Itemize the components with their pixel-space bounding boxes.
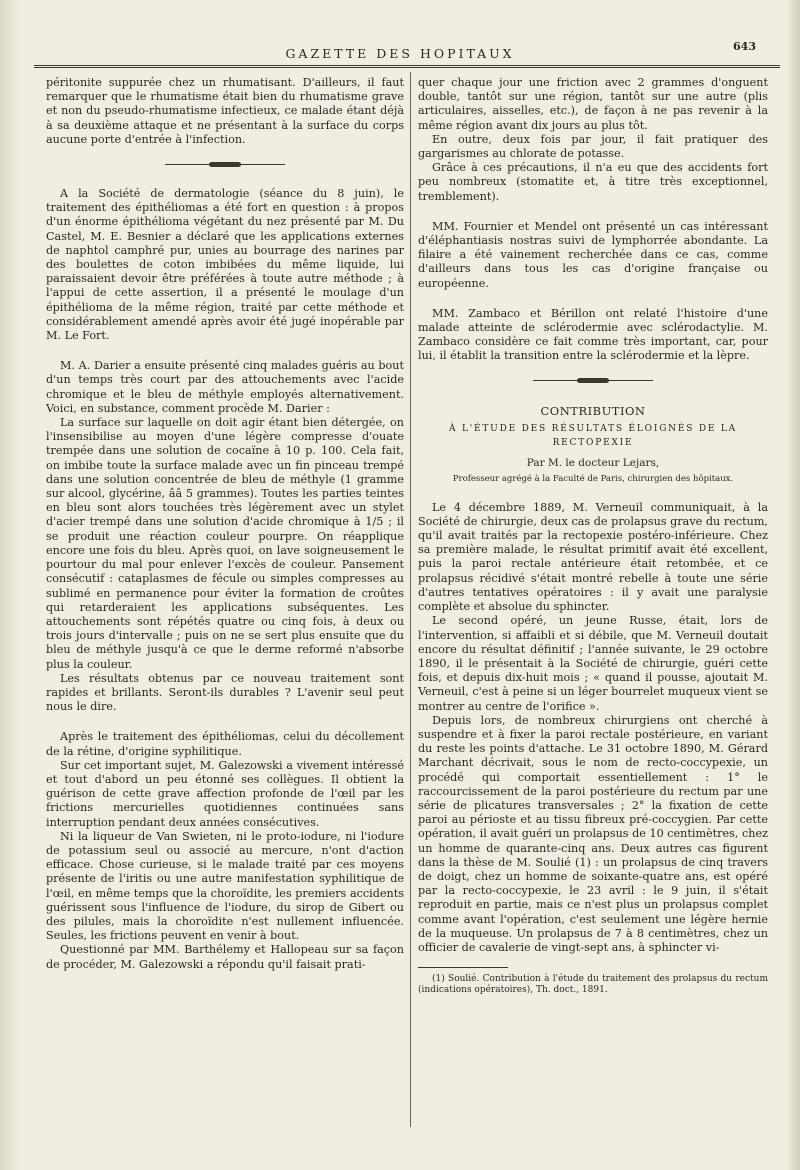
right-column xyxy=(418,76,768,996)
page-edge-shadow-left xyxy=(0,0,20,1170)
paragraph: quer chaque jour une friction avec 2 grammes d'onguent double, tantôt sur une région, tantôt sur une autre (plis articulaires, aisselles, etc.), de façon à ne pas revenir à la même région avant dix jours au plus tôt. xyxy=(418,76,768,132)
paragraph: péritonite suppurée chez un rhumatisant. D'ailleurs, il faut remarquer que le rhumatisme était bien du rhumatisme grave et non du pseudo-rhumatisme infectieux, ce malade étant déjà à sa deuxième attaque et ne présentant à la surface du corps aucune porte d'entrée à l'infection. xyxy=(46,76,404,146)
paragraph: La surface sur laquelle on doit agir étant bien détergée, on l'insensibilise au moyen d'une légère compresse d'ouate trempée dans une solution de cocaïne à 10 p. 100. Cela fait, on imbibe toute la surface malade avec un fin pinceau trempé dans une solution concentrée de bleu de méthyle (1 gramme sur alcool, glycérine, ââ 5 grammes). Toutes les parties teintes en bleu sont alors touchées très légèrement avec un stylet d'acier trempé dans une solution d'acide chromique à 1/5 ; il se produit une réaction couleur pourpre. On réapplique encore une fois du bleu. Après quoi, on lave soigneusement le pourtour du mal pour enlever l'excès de couleur. Pansement consécutif : cataplasmes de fécule ou simples compresses au sublimé en permanence pour éviter la formation de croûtes qui retarderaient les applications subséquentes. Les attouchements sont répétés quatre ou cinq fois, à deux ou trois jours d'intervalle ; puis on ne se sert plus ensuite que du bleu de méthyle jusqu'à ce que le derme reformé n'absorbe plus la couleur. xyxy=(46,416,404,671)
paragraph: Le second opéré, un jeune Russe, était, lors de l'intervention, si affaibli et si débile, que M. Verneuil doutait encore du résultat définitif ; l'année suivante, le 29 octobre 1890, il le présentait à la Société de chirurgie, guéri cette fois, et depuis dix-huit mois ; « quand il pousse, ajoutait M. Verneuil, c'est à peine si un léger bourrelet muqueux vient se montrer au centre de l'orifice ». xyxy=(418,614,768,713)
article-byline: Par M. le docteur Lejars, xyxy=(526,457,660,470)
page-header xyxy=(0,0,800,66)
paragraph: Ni la liqueur de Van Swieten, ni le proto-iodure, ni l'iodure de potassium seul ou associé au mercure, n'ont d'action efficace. Chose curieuse, si le malade traité par ces moyens présente de l'iritis ou une autre manifestation syphilitique de l'œil, en même temps que la choroïdite, les premiers accidents guérissent sous l'influence de l'iodure, du sirop de Gibert ou des pilules, mais la choroïdite n'est nullement influencée. Seules, les frictions peuvent en venir à bout. xyxy=(46,829,404,943)
paragraph: A la Société de dermatologie (séance du 8 juin), le traitement des épithéliomas a été fort en question : à propos d'un énorme épithélioma végétant du nez présenté par M. Du Castel, M. E. Besnier a déclaré que les applications externes de naphtol camphré pur, unies au bourrage des narines par des boulettes de coton imbibées du même liquide, lui paraissaient devoir être préférées à toute autre méthode ; à l'appui de cette assertion, il a présenté le moulage d'un épithélioma de la même région, traité par cette méthode et considérablement amendé après avoir été jugé inopérable par M. Le Fort. xyxy=(46,187,404,343)
page-number: 643 xyxy=(733,40,756,53)
footnote-rule xyxy=(418,967,508,968)
column-divider xyxy=(410,72,411,1127)
left-column xyxy=(46,76,404,972)
paragraph: M. A. Darier a ensuite présenté cinq malades guéris au bout d'un temps très court par des attouchements avec l'acide chromique et le bleu de méthyle employés alternativement. Voici, en substance, comment procède M. Darier : xyxy=(46,359,404,415)
paragraph: Questionné par MM. Barthélemy et Hallopeau sur sa façon de procéder, M. Galezowski a répondu qu'il faisait prati- xyxy=(46,943,404,971)
journal-title: GAZETTE DES HOPITAUX xyxy=(285,46,515,61)
section-separator xyxy=(46,159,404,169)
paragraph: Après le traitement des épithéliomas, celui du décollement de la rétine, d'origine syphilitique. xyxy=(46,730,404,758)
paragraph: MM. Fournier et Mendel ont présenté un cas intéressant d'éléphantiasis nostras suivi de lymphorrée abondante. La filaire a été vainement recherchée dans ce cas, comme d'ailleurs dans tous les cas d'origine française ou européenne. xyxy=(418,219,768,290)
paragraph: Sur cet important sujet, M. Galezowski a vivement intéressé et tout d'abord un peu étonné ses collègues. Il obtient la guérison de cette grave affection profonde de l'œil par les frictions mercurielles quotidiennes continuées sans interruption pendant deux années consécutives. xyxy=(46,758,404,829)
author-affiliation: Professeur agrégé à la Faculté de Paris, chirurgien des hôpitaux. xyxy=(452,474,734,485)
paragraph: MM. Zambaco et Bérillon ont relaté l'histoire d'une malade atteinte de sclérodermie avec sclérodactylie. M. Zambaco considère ce fait comme très important, car, pour lui, il établit la transition entre la sclérodermie et la lèpre. xyxy=(418,306,768,363)
paragraph: Grâce à ces précautions, il n'a eu que des accidents fort peu nombreux (stomatite et, à titre très exceptionnel, tremblement). xyxy=(418,161,768,203)
article-subtitle: À L'ÉTUDE DES RÉSULTATS ÉLOIGNÉS DE LA RECTOPEXIE xyxy=(449,423,737,449)
header-rule xyxy=(34,65,780,68)
section-separator xyxy=(418,376,768,386)
article-title: CONTRIBUTION xyxy=(540,403,646,418)
paragraph: Depuis lors, de nombreux chirurgiens ont cherché à suspendre et à fixer la paroi rectale postérieure, en variant du reste les points d'attache. Le 31 octobre 1890, M. Gérard Marchant décrivait, sous le nom de recto-coccypexie, un procédé qui comportait essentiellement : 1° le raccourcissement de la paroi postérieure du rectum par une série de plicatures transversales ; 2° la fixation de cette paroi au périoste et au tissu fibreux pré-coccygien. Par cette opération, il avait guéri un prolapsus de 10 centimètres, chez un homme de quarante-cinq ans. Deux autres cas figurent dans la thèse de M. Soulié (1) : un prolapsus de cinq travers de doigt, chez un homme de soixante-quatre ans, est opéré par la recto-coccypexie, le 23 avril : le 9 juin, il s'était reproduit en partie, mais ce n'est plus un prolapsus complet comme avant l'opération, c'est seulement une légère hernie de la muqueuse. Un prolapsus de 7 à 8 centimètres, chez un officier de cavalerie de vingt-sept ans, à sphincter vi- xyxy=(418,713,768,954)
paragraph: Les résultats obtenus par ce nouveau traitement sont rapides et brillants. Seront-ils durables ? L'avenir seul peut nous le dire. xyxy=(46,671,404,714)
page-edge-shadow-right xyxy=(786,0,800,1170)
paragraph: Le 4 décembre 1889, M. Verneuil communiquait, à la Société de chirurgie, deux cas de prolapsus grave du rectum, qu'il avait traités par la rectopexie postéro-inférieure. Chez sa première malade, le résultat primitif avait été excellent, puis la paroi rectale antérieure était retombée, et ce prolapsus récidivé s'était montré rebelle à toute une série d'autres tentatives opératoires : il y avait une paralysie complète et absolue du sphincter. xyxy=(418,500,768,614)
footnote: (1) Soulié. Contribution à l'étude du traitement des prolapsus du rectum (indications opératoires), Th. doct., 1891. xyxy=(418,974,768,996)
paragraph: En outre, deux fois par jour, il fait pratiquer des gargarismes au chlorate de potasse. xyxy=(418,132,768,161)
